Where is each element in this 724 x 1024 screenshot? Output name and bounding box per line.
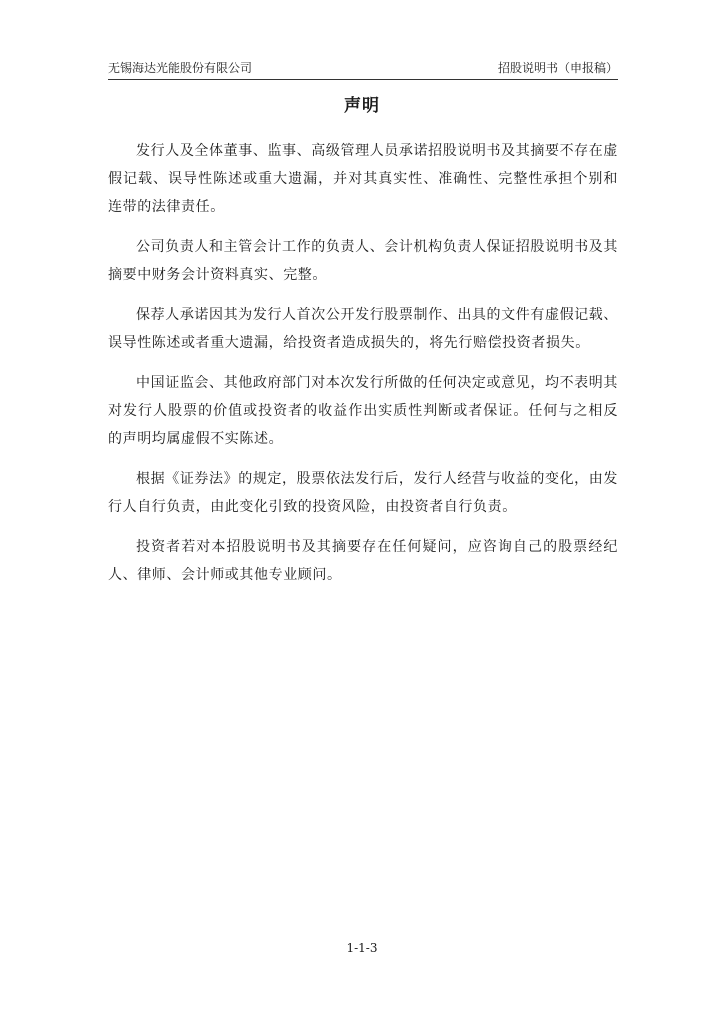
header-document-type: 招股说明书（申报稿）	[497, 61, 618, 75]
paragraph-directors-undertaking: 发行人及全体董事、监事、高级管理人员承诺招股说明书及其摘要不存在虚假记载、误导性陈述或重大遗漏，并对其真实性、准确性、完整性承担个别和连带的法律责任。	[108, 143, 618, 215]
paragraph-investor-advice: 投资者若对本招股说明书及其摘要存在任何疑问，应咨询自己的股票经纪人、律师、会计师或其他专业顾问。	[108, 539, 618, 583]
header-company-name: 无锡海达光能股份有限公司	[108, 61, 253, 75]
declaration-body	[108, 137, 618, 601]
paragraph-sponsor-compensation: 保荐人承诺因其为发行人首次公开发行股票制作、出具的文件有虚假记载、误导性陈述或者重大遗漏，给投资者造成损失的，将先行赔偿投资者损失。	[108, 307, 618, 351]
paragraph-securities-law: 根据《证券法》的规定，股票依法发行后，发行人经营与收益的变化，由发行人自行负责，由此变化引致的投资风险，由投资者自行负责。	[108, 471, 618, 515]
page-header	[108, 58, 618, 78]
paragraph-csrc-disclaimer: 中国证监会、其他政府部门对本次发行所做的任何决定或意见，均不表明其对发行人股票的价值或投资者的收益作出实质性判断或者保证。任何与之相反的声明均属虚假不实陈述。	[108, 375, 618, 447]
paragraph-financial-accuracy: 公司负责人和主管会计工作的负责人、会计机构负责人保证招股说明书及其摘要中财务会计资料真实、完整。	[108, 239, 618, 283]
page-title: 声明	[344, 96, 380, 116]
page-number: 1-1-3	[346, 941, 378, 955]
header-divider	[108, 79, 618, 80]
